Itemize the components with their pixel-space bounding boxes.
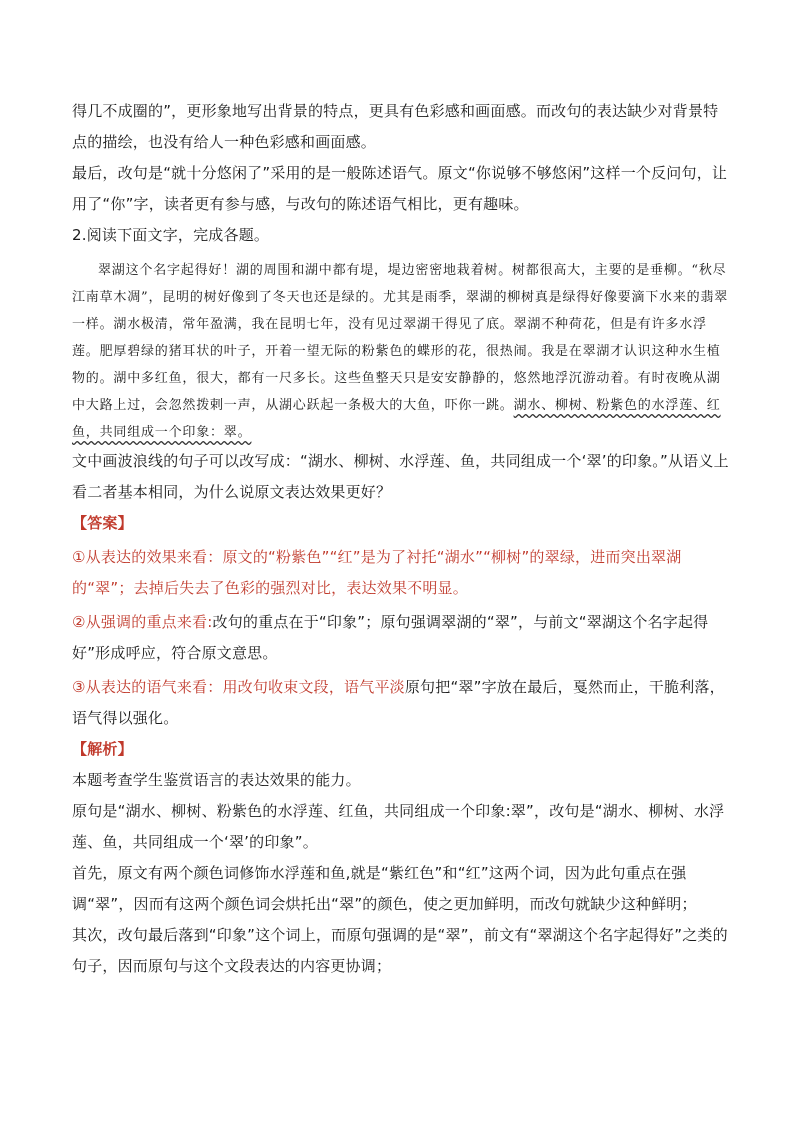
- answer-item-2-red: ②从强调的重点来看:: [72, 613, 213, 631]
- answer-item-2-black: 改句的重点在于“印象”；原句强调翠湖的“翠”，与前文“翠湖这个名字起得好”形成呼应，符合原文意思。: [72, 613, 709, 662]
- analysis-heading: 【解析】: [72, 740, 133, 758]
- passage-body: 翠湖这个名字起得好！湖的周围和湖中都有堤，堤边密密地栽着树。树都很高大，主要的是垂柳。“秋尽江南草木凋”，昆明的树好像到了冬天也还是绿的。尤其是雨季，翠湖的柳树真是绿得好像要滴下水来的翡翠一样。湖水极清，常年盈满，我在昆明七年，没有见过翠湖干得见了底。翠湖不种荷花，但是有许多水浮莲。肥厚碧绿的猪耳状的叶子，开着一望无际的粉紫色的蝶形的花，很热闹。我是在翠湖才认识这种水生植物的。湖中多红鱼，很大，都有一尺多长。这些鱼整天只是安安静静的，悠然地浮沉游动着。有时夜晚从湖中大路上过，会忽然拨剌一声，从湖心跃起一条极大的大鱼，吓你一跳。: [72, 263, 729, 413]
- intro-paragraph-2: 最后，改句是“就十分悠闲了”采用的是一般陈述语气。原文“你说够不够悠闲”这样一个反问句，让用了“你”字，读者更有参与感，与改句的陈述语气相比，更有趣味。: [72, 164, 728, 213]
- reading-passage: [72, 257, 732, 446]
- question-title: 2.阅读下面文字，完成各题。: [72, 226, 270, 244]
- answer-item-1: [72, 542, 732, 604]
- analysis-paragraph-3: 首先，原文有两个颜色词修饰水浮莲和鱼,就是“紫红色”和“红”这两个词，因为此句重点在强调“翠”，因而有这两个颜色词会烘托出“翠”的颜色，使之更加鲜明，而改句就缺少这种鲜明；: [72, 864, 697, 913]
- wavy-underlined-sentence: 湖水、柳树、粉紫色的水浮莲、红鱼，共同组成一个印象：翠。: [72, 398, 721, 440]
- answer-heading: 【答案】: [72, 514, 133, 532]
- answer-item-2: [72, 607, 732, 669]
- passage-text: [72, 257, 732, 446]
- intro-paragraph-1: 得几不成圈的”，更形象地写出背景的特点，更具有色彩感和画面感。而改句的表达缺少对背景特点的描绘，也没有给人一种色彩感和画面感。: [72, 102, 719, 151]
- analysis-paragraph-4: 其次，改句最后落到“印象”这个词上，而原句强调的是“翠”，前文有“翠湖这个名字起得好”之类的句子，因而原句与这个文段表达的内容更协调；: [72, 926, 728, 975]
- question-text: 文中画波浪线的句子可以改写成：“湖水、柳树、水浮莲、鱼，共同组成一个‘翠’的印象。”从语义上看二者基本相同，为什么说原文表达效果更好？: [72, 452, 729, 501]
- analysis-paragraph-1: 本题考查学生鉴赏语言的表达效果的能力。: [72, 771, 361, 789]
- answer-item-3-black: 原句把“翠”字放在最后，戛然而止，干脆利落，语气得以强化。: [72, 678, 725, 727]
- answer-item-3-red: ③从表达的语气来看：用改句收束文段，语气平淡: [72, 678, 405, 696]
- document-page: [72, 96, 732, 982]
- answer-item-3: [72, 672, 732, 734]
- analysis-paragraph-2: 原句是“湖水、柳树、粉紫色的水浮莲、红鱼，共同组成一个印象:翠”，改句是“湖水、柳树、水浮莲、鱼，共同组成一个‘翠’的印象”。: [72, 802, 725, 851]
- answer-item-1-red: ①从表达的效果来看：原文的“粉紫色”“红”是为了衬托“湖水”“柳树”的翠绿，进而突出翠湖的“翠”；去掉后失去了色彩的强烈对比，表达效果不明显。: [72, 548, 682, 597]
